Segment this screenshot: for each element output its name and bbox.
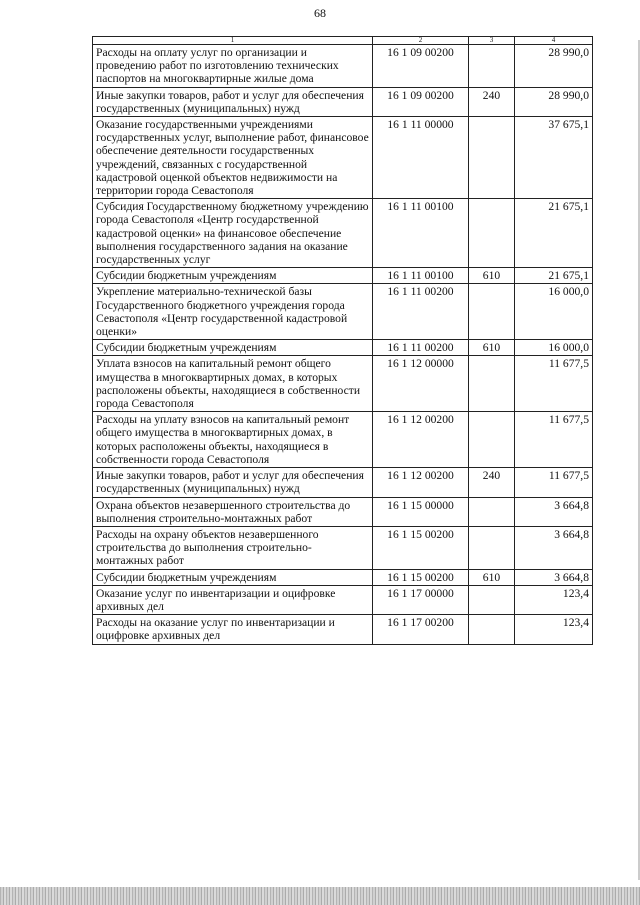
row-amount-cell: 11 677,5 <box>515 412 593 468</box>
table-row <box>93 117 593 199</box>
row-amount-cell: 3 664,8 <box>515 569 593 585</box>
page-number: 68 <box>314 6 326 20</box>
table-header-row <box>93 37 593 45</box>
row-amount-cell: 11 677,5 <box>515 468 593 497</box>
table-row <box>93 356 593 412</box>
row-code-cell: 16 1 12 00000 <box>373 356 469 412</box>
row-code-cell: 16 1 15 00000 <box>373 497 469 526</box>
row-code-cell: 16 1 09 00200 <box>373 87 469 116</box>
row-name-cell: Субсидия Государственному бюджетному учреждению города Севастополя «Центр государственной кадастровой оценки» на финансовое обеспечение выполнения государственного задания на оказание государственных услуг <box>93 199 373 268</box>
row-code-cell: 16 1 11 00200 <box>373 284 469 340</box>
budget-table <box>92 36 593 645</box>
row-type-cell <box>469 412 515 468</box>
row-type-cell <box>469 585 515 614</box>
row-name-cell: Охрана объектов незавершенного строительства до выполнения строительно-монтажных работ <box>93 497 373 526</box>
row-amount-cell: 16 000,0 <box>515 284 593 340</box>
row-type-cell: 610 <box>469 268 515 284</box>
row-name-cell: Оказание услуг по инвентаризации и оцифровке архивных дел <box>93 585 373 614</box>
table-row <box>93 284 593 340</box>
row-type-cell <box>469 356 515 412</box>
row-code-cell: 16 1 12 00200 <box>373 468 469 497</box>
row-amount-cell: 21 675,1 <box>515 199 593 268</box>
row-code-cell: 16 1 17 00000 <box>373 585 469 614</box>
row-type-cell <box>469 497 515 526</box>
row-amount-cell: 28 990,0 <box>515 87 593 116</box>
row-amount-cell: 37 675,1 <box>515 117 593 199</box>
row-type-cell <box>469 284 515 340</box>
row-code-cell: 16 1 15 00200 <box>373 569 469 585</box>
row-name-cell: Расходы на оказание услуг по инвентаризации и оцифровке архивных дел <box>93 615 373 644</box>
table-row <box>93 340 593 356</box>
row-type-cell <box>469 526 515 569</box>
table-row <box>93 45 593 88</box>
row-amount-cell: 123,4 <box>515 585 593 614</box>
row-name-cell: Укрепление материально-технической базы Государственного бюджетного учреждения города Севастополя «Центр государственной кадастровой оценки» <box>93 284 373 340</box>
row-name-cell: Субсидии бюджетным учреждениям <box>93 569 373 585</box>
table-row <box>93 569 593 585</box>
row-type-cell <box>469 45 515 88</box>
row-code-cell: 16 1 09 00200 <box>373 45 469 88</box>
row-code-cell: 16 1 11 00000 <box>373 117 469 199</box>
table-row <box>93 526 593 569</box>
row-name-cell: Расходы на охрану объектов незавершенного строительства до выполнения строительно-монтажных работ <box>93 526 373 569</box>
column-header-4: 4 <box>515 37 593 45</box>
row-amount-cell: 3 664,8 <box>515 497 593 526</box>
row-type-cell: 240 <box>469 87 515 116</box>
row-amount-cell: 11 677,5 <box>515 356 593 412</box>
row-type-cell <box>469 615 515 644</box>
row-name-cell: Уплата взносов на капитальный ремонт общего имущества в многоквартирных домах, в которых расположены объекты, находящиеся в собственности города Севастополя <box>93 356 373 412</box>
row-code-cell: 16 1 11 00100 <box>373 199 469 268</box>
scan-artifact-strip <box>0 887 640 905</box>
row-amount-cell: 16 000,0 <box>515 340 593 356</box>
row-name-cell: Субсидии бюджетным учреждениям <box>93 340 373 356</box>
row-type-cell: 610 <box>469 569 515 585</box>
row-type-cell <box>469 199 515 268</box>
row-amount-cell: 3 664,8 <box>515 526 593 569</box>
row-name-cell: Расходы на оплату услуг по организации и проведению работ по изготовлению технических паспортов на многоквартирные жилые дома <box>93 45 373 88</box>
row-code-cell: 16 1 11 00100 <box>373 268 469 284</box>
table-row <box>93 268 593 284</box>
row-type-cell: 610 <box>469 340 515 356</box>
row-code-cell: 16 1 11 00200 <box>373 340 469 356</box>
row-name-cell: Иные закупки товаров, работ и услуг для обеспечения государственных (муниципальных) нужд <box>93 468 373 497</box>
row-name-cell: Субсидии бюджетным учреждениям <box>93 268 373 284</box>
row-code-cell: 16 1 15 00200 <box>373 526 469 569</box>
row-amount-cell: 123,4 <box>515 615 593 644</box>
row-name-cell: Иные закупки товаров, работ и услуг для обеспечения государственных (муниципальных) нужд <box>93 87 373 116</box>
column-header-2: 2 <box>373 37 469 45</box>
row-type-cell: 240 <box>469 468 515 497</box>
column-header-1: 1 <box>93 37 373 45</box>
table-row <box>93 199 593 268</box>
table-row <box>93 412 593 468</box>
table-row <box>93 468 593 497</box>
row-name-cell: Оказание государственными учреждениями государственных услуг, выполнение работ, финансовое обеспечение деятельности государственных учреждений, связанных с государственной кадастровой оценкой объектов недвижимости на территории города Севастополя <box>93 117 373 199</box>
column-header-3: 3 <box>469 37 515 45</box>
table-row <box>93 615 593 644</box>
row-code-cell: 16 1 17 00200 <box>373 615 469 644</box>
row-name-cell: Расходы на уплату взносов на капитальный ремонт общего имущества в многоквартирных домах, в которых расположены объекты, находящиеся в собственности города Севастополя <box>93 412 373 468</box>
table-row <box>93 87 593 116</box>
row-amount-cell: 28 990,0 <box>515 45 593 88</box>
row-amount-cell: 21 675,1 <box>515 268 593 284</box>
table-row <box>93 585 593 614</box>
table-row <box>93 497 593 526</box>
row-type-cell <box>469 117 515 199</box>
row-code-cell: 16 1 12 00200 <box>373 412 469 468</box>
